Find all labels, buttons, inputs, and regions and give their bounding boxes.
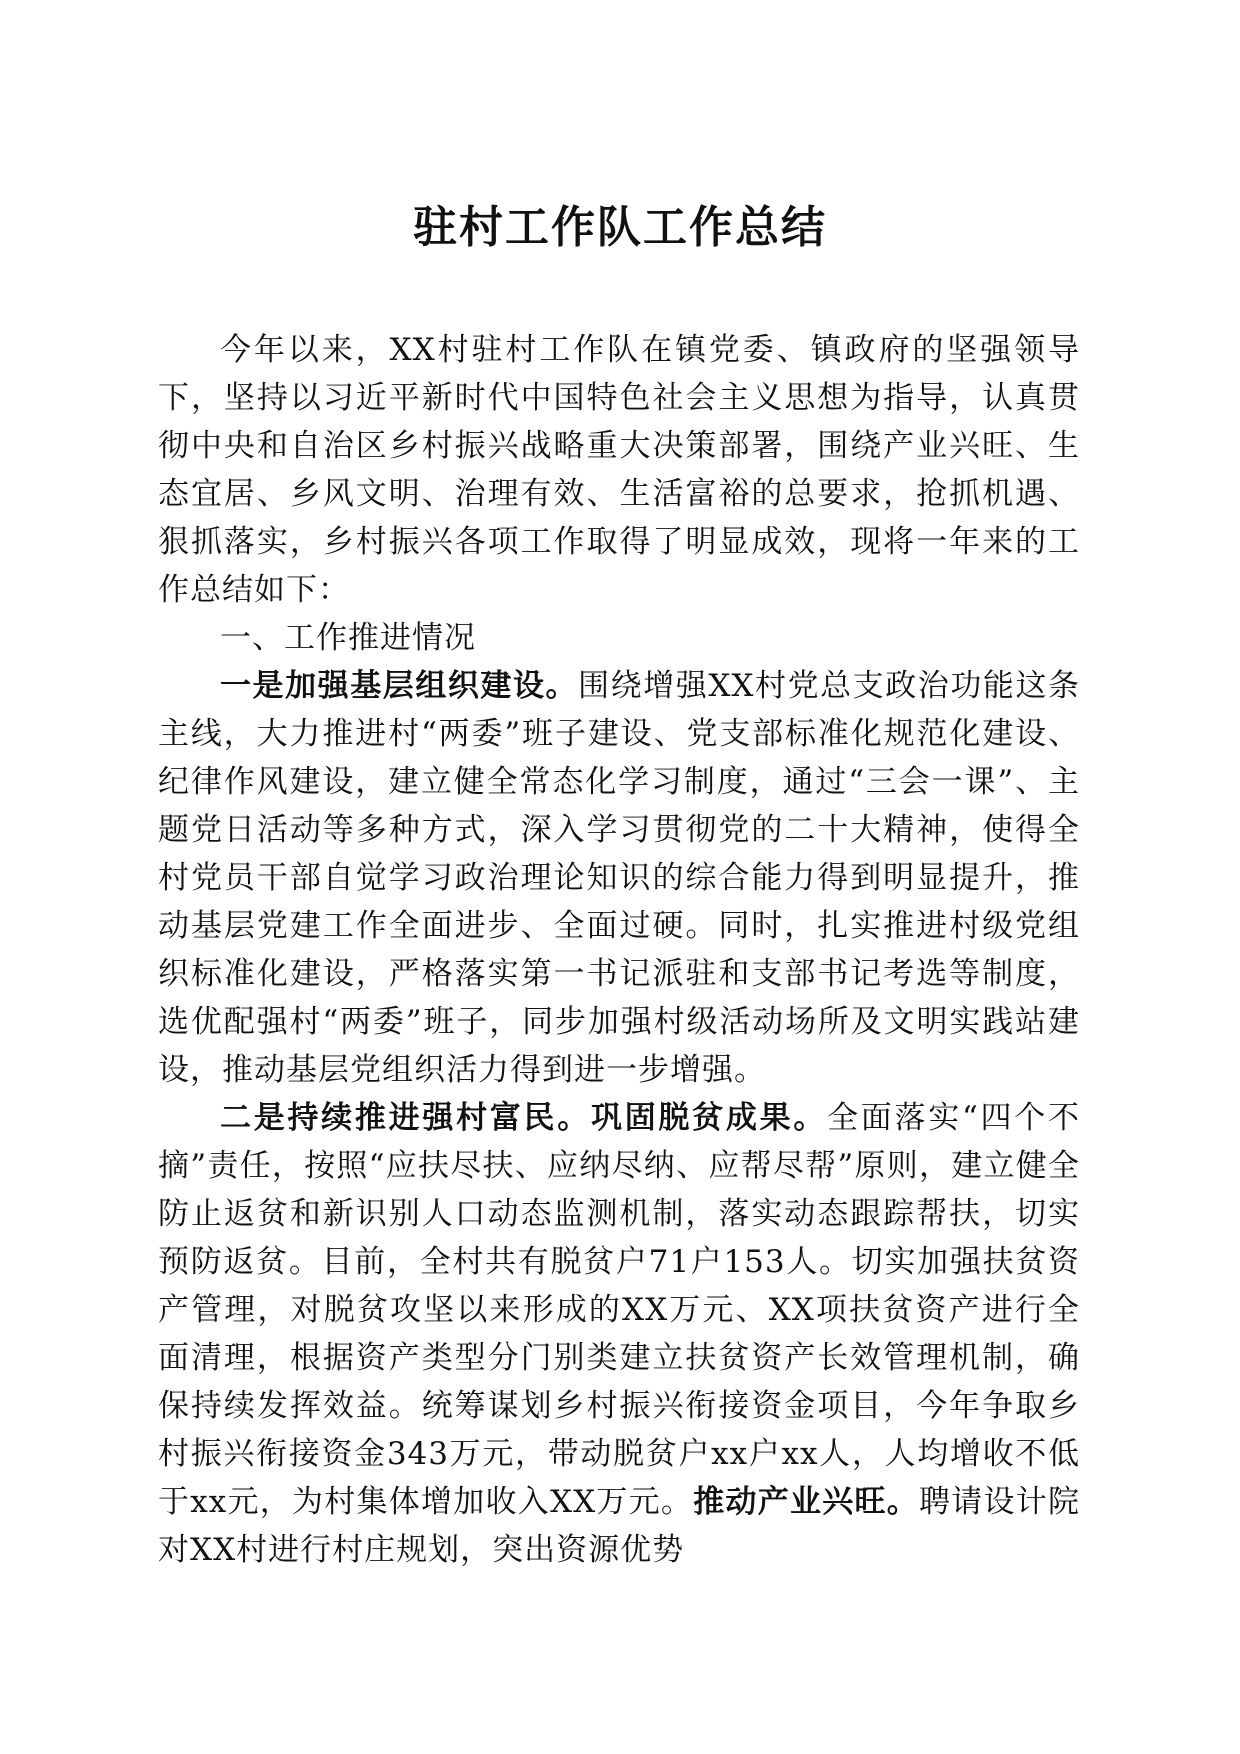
- section-heading: 一、工作推进情况: [220, 620, 476, 656]
- paragraph-organization-building: [158, 662, 1080, 1094]
- paragraph-lead: 二是持续推进强村富民。: [220, 1100, 591, 1136]
- paragraph-text: 聘请设计院对XX村进行村庄规划，突出资源优势: [158, 1484, 1081, 1568]
- paragraph-text: 全面落实“四个不摘”责任，按照“应扶尽扶、应纳尽纳、应帮尽帮”原则，建立健全防止返贫和新识别人口动态监测机制，落实动态跟踪帮扶，切实预防返贫。目前，全村共有脱贫户71户153人。切实加强扶贫资产管理，对脱贫攻坚以来形成的XX万元、XX项扶贫资产进行全面清理，根据资产类型分门别类建立扶贫资产长效管理机制，确保持续发挥效益。统筹谋划乡村振兴衔接资金项目，今年争取乡村振兴衔接资金343万元，带动脱贫户xx户xx人，人均增收不低于xx元，为村集体增加收入XX万元。: [158, 1100, 1081, 1520]
- paragraph-text: 围绕增强XX村党总支政治功能这条主线，大力推进村“两委”班子建设、党支部标准化规范化建设、纪律作风建设，建立健全常态化学习制度，通过“三会一课”、主题党日活动等多种方式，深入学习贯彻党的二十大精神，使得全村党员干部自觉学习政治理论知识的综合能力得到明显提升，推动基层党建工作全面进步、全面过硬。同时，扎实推进村级党组织标准化建设，严格落实第一书记派驻和支部书记考选等制度，选优配强村“两委”班子，同步加强村级活动场所及文明实践站建设，推动基层党组织活力得到进一步增强。: [158, 668, 1081, 1088]
- intro-paragraph: 今年以来，XX村驻村工作队在镇党委、镇政府的坚强领导下，坚持以习近平新时代中国特色社会主义思想为指导，认真贯彻中央和自治区乡村振兴战略重大决策部署，围绕产业兴旺、生态宜居、乡风文明、治理有效、生活富裕的总要求，抢抓机遇、狠抓落实，乡村振兴各项工作取得了明显成效，现将一年来的工作总结如下：: [158, 332, 1080, 608]
- subsection-lead: 推动产业兴旺。: [693, 1484, 919, 1520]
- document-body: [158, 326, 1080, 1574]
- paragraph-strong-village: [158, 1094, 1080, 1574]
- subsection-lead: 巩固脱贫成果。: [590, 1100, 828, 1136]
- document-title: 驻村工作队工作总结: [413, 202, 827, 253]
- paragraph-lead: 一是加强基层组织建设。: [220, 668, 579, 704]
